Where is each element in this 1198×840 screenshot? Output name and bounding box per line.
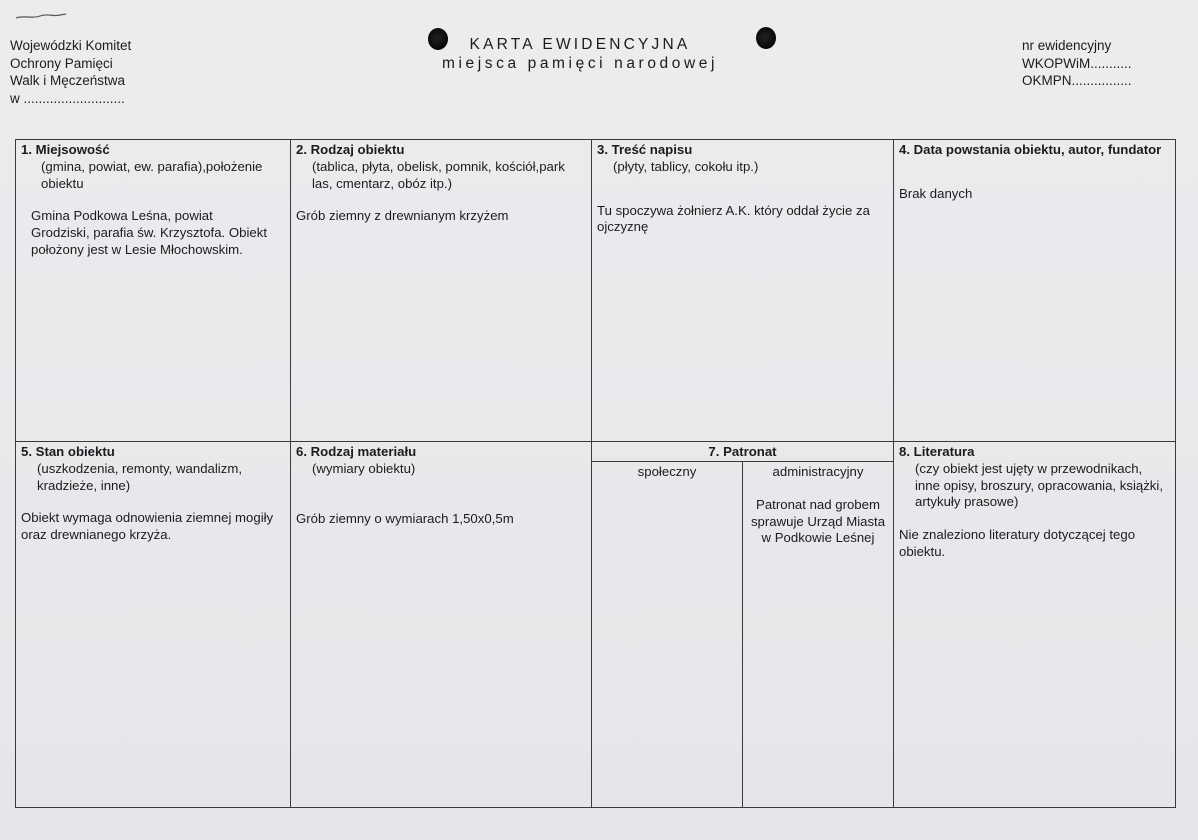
cell-value: Grób ziemny o wymiarach 1,50x0,5m <box>296 510 514 526</box>
committee-header <box>10 37 131 107</box>
registry-numbers <box>1022 37 1132 90</box>
cell-value: Patronat nad grobem sprawuje Urząd Miasta w Podkowie Leśnej <box>750 496 886 546</box>
cell-title: 7. Patronat <box>708 444 777 459</box>
cell-value: Gmina Podkowa Leśna, powiat Grodziski, parafia św. Krzysztofa. Obiekt położony jest w Lesie Młochowskim. <box>31 208 267 257</box>
cell-creation-date <box>894 140 1175 441</box>
cell-value: Brak danych <box>899 185 973 201</box>
cell-value: Tu spoczywa żołnierz A.K. który oddał życie za ojczyznę <box>597 202 870 235</box>
document-title: KARTA EWIDENCYJNA <box>469 36 691 53</box>
cell-title: 8. Literatura <box>899 444 975 459</box>
cell-literature <box>894 442 1175 807</box>
cell-value: Nie znaleziono literatury dotyczącej tego obiektu. <box>899 527 1136 559</box>
committee-line: w ........................... <box>10 90 125 106</box>
cell-hint: (tablica, płyta, obelisk, pomnik, kościół,park las, cmentarz, obóz itp.) <box>312 158 565 191</box>
cell-patronage-social <box>592 462 742 807</box>
committee-line: Walk i Męczeństwa <box>10 73 126 88</box>
cell-material <box>291 442 591 807</box>
cell-patronage-header <box>592 442 893 461</box>
cell-title: 4. Data powstania obiektu, autor, fundator <box>899 142 1162 157</box>
committee-line: Wojewódzki Komitet <box>10 38 132 53</box>
document-subtitle: miejsca pamięci narodowej <box>441 55 719 72</box>
cell-inscription <box>592 140 893 441</box>
cell-value: Obiekt wymaga odnowienia ziemnej mogiły oraz drewnianego krzyża. <box>21 510 274 543</box>
cell-hint: (czy obiekt jest ujęty w przewodnikach, inne opisy, broszury, opracowania, książki, artykuły prasowe) <box>915 460 1163 510</box>
cell-title: 3. Treść napisu <box>597 142 693 157</box>
cell-title: 6. Rodzaj materiału <box>296 444 417 459</box>
punch-hole-left <box>428 28 448 50</box>
pen-mark-scribble <box>14 12 68 20</box>
cell-hint: (gmina, powiat, ew. parafia),położenie obiektu <box>41 158 263 191</box>
cell-patronage-administrative <box>743 462 893 807</box>
punch-hole-right <box>756 27 776 49</box>
cell-hint: (wymiary obiektu) <box>312 460 416 476</box>
record-form-table <box>15 139 1176 808</box>
patronage-column-label: społeczny <box>637 464 697 479</box>
cell-title: 5. Stan obiektu <box>21 444 115 459</box>
cell-value: Grób ziemny z drewnianym krzyżem <box>296 208 509 224</box>
cell-hint: (płyty, tablicy, cokołu itp.) <box>613 158 759 174</box>
cell-condition <box>16 442 290 807</box>
cell-title: 2. Rodzaj obiektu <box>296 142 405 157</box>
cell-location <box>16 140 290 441</box>
registry-line: nr ewidencyjny <box>1022 38 1112 53</box>
registry-line: WKOPWiM........... <box>1022 55 1132 71</box>
cell-title: 1. Miejsowość <box>21 142 110 157</box>
patronage-column-label: administracyjny <box>772 464 864 479</box>
cell-object-type <box>291 140 591 441</box>
cell-hint: (uszkodzenia, remonty, wandalizm, kradzieże, inne) <box>37 460 242 493</box>
registry-line: OKMPN................ <box>1022 73 1132 88</box>
committee-line: Ochrony Pamięci <box>10 55 113 71</box>
